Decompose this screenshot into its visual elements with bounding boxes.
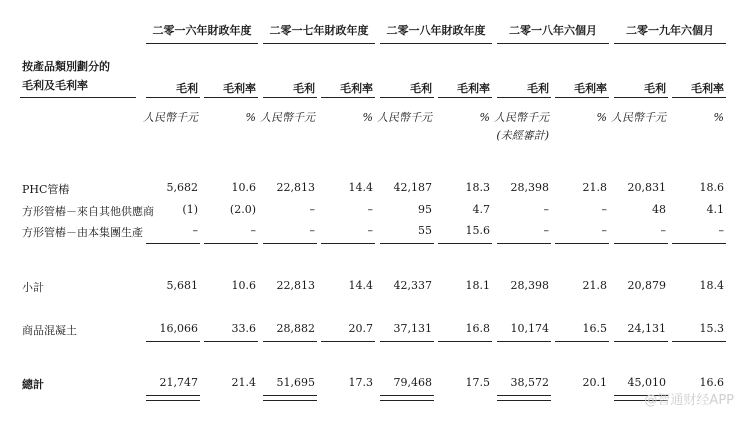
- col-underline: [146, 97, 200, 98]
- cell-value: 20.1: [582, 376, 607, 389]
- cell-value: 20,879: [627, 279, 666, 292]
- cell-value: –: [309, 203, 315, 216]
- total-rule: [438, 341, 492, 342]
- row-label-ready-mixed-concrete: 商品混凝土: [22, 324, 77, 337]
- subtotal-rule: [614, 243, 668, 244]
- cell-value: –: [543, 203, 549, 216]
- col-header-gross-profit: 毛利: [176, 82, 198, 95]
- cell-value: –: [660, 224, 666, 237]
- col-underline: [672, 97, 726, 98]
- period-header-6m-2018: 二零一八年六個月: [509, 24, 597, 37]
- total-rule: [204, 341, 258, 342]
- cell-value: 5,682: [166, 181, 198, 194]
- watermark: @智通财经APP: [644, 393, 734, 408]
- cell-value: 95: [418, 203, 432, 216]
- row-header-underline: [20, 97, 136, 98]
- cell-value: 22,813: [276, 181, 315, 194]
- col-underline: [380, 97, 434, 98]
- cell-value: 21.8: [582, 181, 607, 194]
- col-header-margin: 毛利率: [340, 82, 373, 95]
- total-rule: [380, 341, 434, 342]
- cell-value: –: [601, 224, 607, 237]
- cell-value: 16,066: [159, 322, 198, 335]
- cell-value: 16.5: [582, 322, 607, 335]
- cell-value: 33.6: [231, 322, 256, 335]
- unit-percent: %: [362, 111, 373, 124]
- period-underline: [380, 43, 492, 44]
- cell-value: 10.6: [231, 279, 256, 292]
- unit-percent: %: [596, 111, 607, 124]
- unit-rmb-thousand: 人民幣千元: [143, 111, 198, 124]
- cell-value: 28,398: [510, 181, 549, 194]
- period-underline: [146, 43, 258, 44]
- cell-value: –: [309, 224, 315, 237]
- col-header-margin: 毛利率: [223, 82, 256, 95]
- cell-value: 22,813: [276, 279, 315, 292]
- cell-value: –: [367, 203, 373, 216]
- cell-value: 21.8: [582, 279, 607, 292]
- cell-value: –: [601, 203, 607, 216]
- cell-value: 38,572: [510, 376, 549, 389]
- total-double-rule: [380, 395, 434, 401]
- cell-value: 4.1: [706, 203, 724, 216]
- cell-value: –: [543, 224, 549, 237]
- period-header-2016: 二零一六年財政年度: [152, 24, 252, 37]
- cell-value: 16.6: [699, 376, 724, 389]
- cell-value: (1): [182, 203, 198, 216]
- cell-value: 55: [418, 224, 432, 237]
- col-header-gross-profit: 毛利: [527, 82, 549, 95]
- cell-value: 18.4: [699, 279, 724, 292]
- cell-value: 4.7: [472, 203, 490, 216]
- cell-value: –: [718, 224, 724, 237]
- total-rule: [614, 341, 668, 342]
- cell-value: –: [192, 224, 198, 237]
- unit-percent: %: [479, 111, 490, 124]
- cell-value: 18.1: [465, 279, 490, 292]
- row-label-subtotal: 小計: [22, 281, 44, 294]
- cell-value: 18.6: [699, 181, 724, 194]
- unit-rmb-thousand: 人民幣千元: [260, 111, 315, 124]
- row-header-line-2: 毛利及毛利率: [22, 79, 88, 92]
- total-rule: [672, 341, 726, 342]
- unit-percent: %: [713, 111, 724, 124]
- cell-value: 28,398: [510, 279, 549, 292]
- row-label-square-piles-other-suppliers: 方形管樁－來自其他供應商: [22, 205, 154, 218]
- subtotal-rule: [555, 243, 609, 244]
- cell-value: 20,831: [627, 181, 666, 194]
- subtotal-rule: [497, 243, 551, 244]
- period-header-2018: 二零一八年財政年度: [386, 24, 486, 37]
- col-header-gross-profit: 毛利: [644, 82, 666, 95]
- cell-value: 17.5: [465, 376, 490, 389]
- cell-value: 42,337: [393, 279, 432, 292]
- period-header-2017: 二零一七年財政年度: [269, 24, 369, 37]
- unit-unaudited: (未經審計): [496, 129, 549, 142]
- col-underline: [555, 97, 609, 98]
- row-label-phc-piles: PHC管樁: [22, 183, 70, 196]
- cell-value: 21,747: [159, 376, 198, 389]
- col-header-margin: 毛利率: [574, 82, 607, 95]
- col-underline: [204, 97, 258, 98]
- cell-value: 28,882: [276, 322, 315, 335]
- col-header-margin: 毛利率: [457, 82, 490, 95]
- total-rule: [146, 341, 200, 342]
- cell-value: 15.6: [465, 224, 490, 237]
- period-underline: [263, 43, 375, 44]
- cell-value: –: [367, 224, 373, 237]
- cell-value: 5,681: [166, 279, 198, 292]
- subtotal-rule: [672, 243, 726, 244]
- cell-value: –: [250, 224, 256, 237]
- col-underline: [438, 97, 492, 98]
- unit-rmb-thousand: 人民幣千元: [611, 111, 666, 124]
- col-underline: [614, 97, 668, 98]
- cell-value: 45,010: [627, 376, 666, 389]
- total-rule: [497, 341, 551, 342]
- total-rule: [555, 341, 609, 342]
- cell-value: 20.7: [348, 322, 373, 335]
- cell-value: 48: [652, 203, 666, 216]
- col-header-gross-profit: 毛利: [293, 82, 315, 95]
- cell-value: 15.3: [699, 322, 724, 335]
- subtotal-rule: [321, 243, 375, 244]
- period-underline: [614, 43, 726, 44]
- period-underline: [497, 43, 609, 44]
- subtotal-rule: [438, 243, 492, 244]
- cell-value: 51,695: [276, 376, 315, 389]
- total-rule: [321, 341, 375, 342]
- col-header-margin: 毛利率: [691, 82, 724, 95]
- row-header-line-1: 按產品類別劃分的: [22, 60, 110, 73]
- cell-value: 42,187: [393, 181, 432, 194]
- col-underline: [321, 97, 375, 98]
- cell-value: 79,468: [393, 376, 432, 389]
- row-label-square-piles-group-produced: 方形管樁－由本集團生產: [22, 226, 143, 239]
- cell-value: 14.4: [348, 181, 373, 194]
- period-header-6m-2019: 二零一九年六個月: [626, 24, 714, 37]
- cell-value: 17.3: [348, 376, 373, 389]
- cell-value: 10.6: [231, 181, 256, 194]
- cell-value: (2.0): [229, 203, 256, 216]
- cell-value: 21.4: [231, 376, 256, 389]
- cell-value: 24,131: [627, 322, 666, 335]
- col-header-gross-profit: 毛利: [410, 82, 432, 95]
- total-rule: [263, 341, 317, 342]
- cell-value: 14.4: [348, 279, 373, 292]
- subtotal-rule: [263, 243, 317, 244]
- total-double-rule: [497, 395, 551, 401]
- row-label-total: 總計: [22, 378, 44, 391]
- subtotal-rule: [204, 243, 258, 244]
- col-underline: [263, 97, 317, 98]
- cell-value: 18.3: [465, 181, 490, 194]
- cell-value: 16.8: [465, 322, 490, 335]
- total-double-rule: [263, 395, 317, 401]
- unit-rmb-thousand: 人民幣千元: [377, 111, 432, 124]
- subtotal-rule: [380, 243, 434, 244]
- cell-value: 10,174: [510, 322, 549, 335]
- total-double-rule: [146, 395, 200, 401]
- unit-percent: %: [245, 111, 256, 124]
- subtotal-rule: [146, 243, 200, 244]
- cell-value: 37,131: [393, 322, 432, 335]
- col-underline: [497, 97, 551, 98]
- unit-rmb-thousand: 人民幣千元: [494, 111, 549, 124]
